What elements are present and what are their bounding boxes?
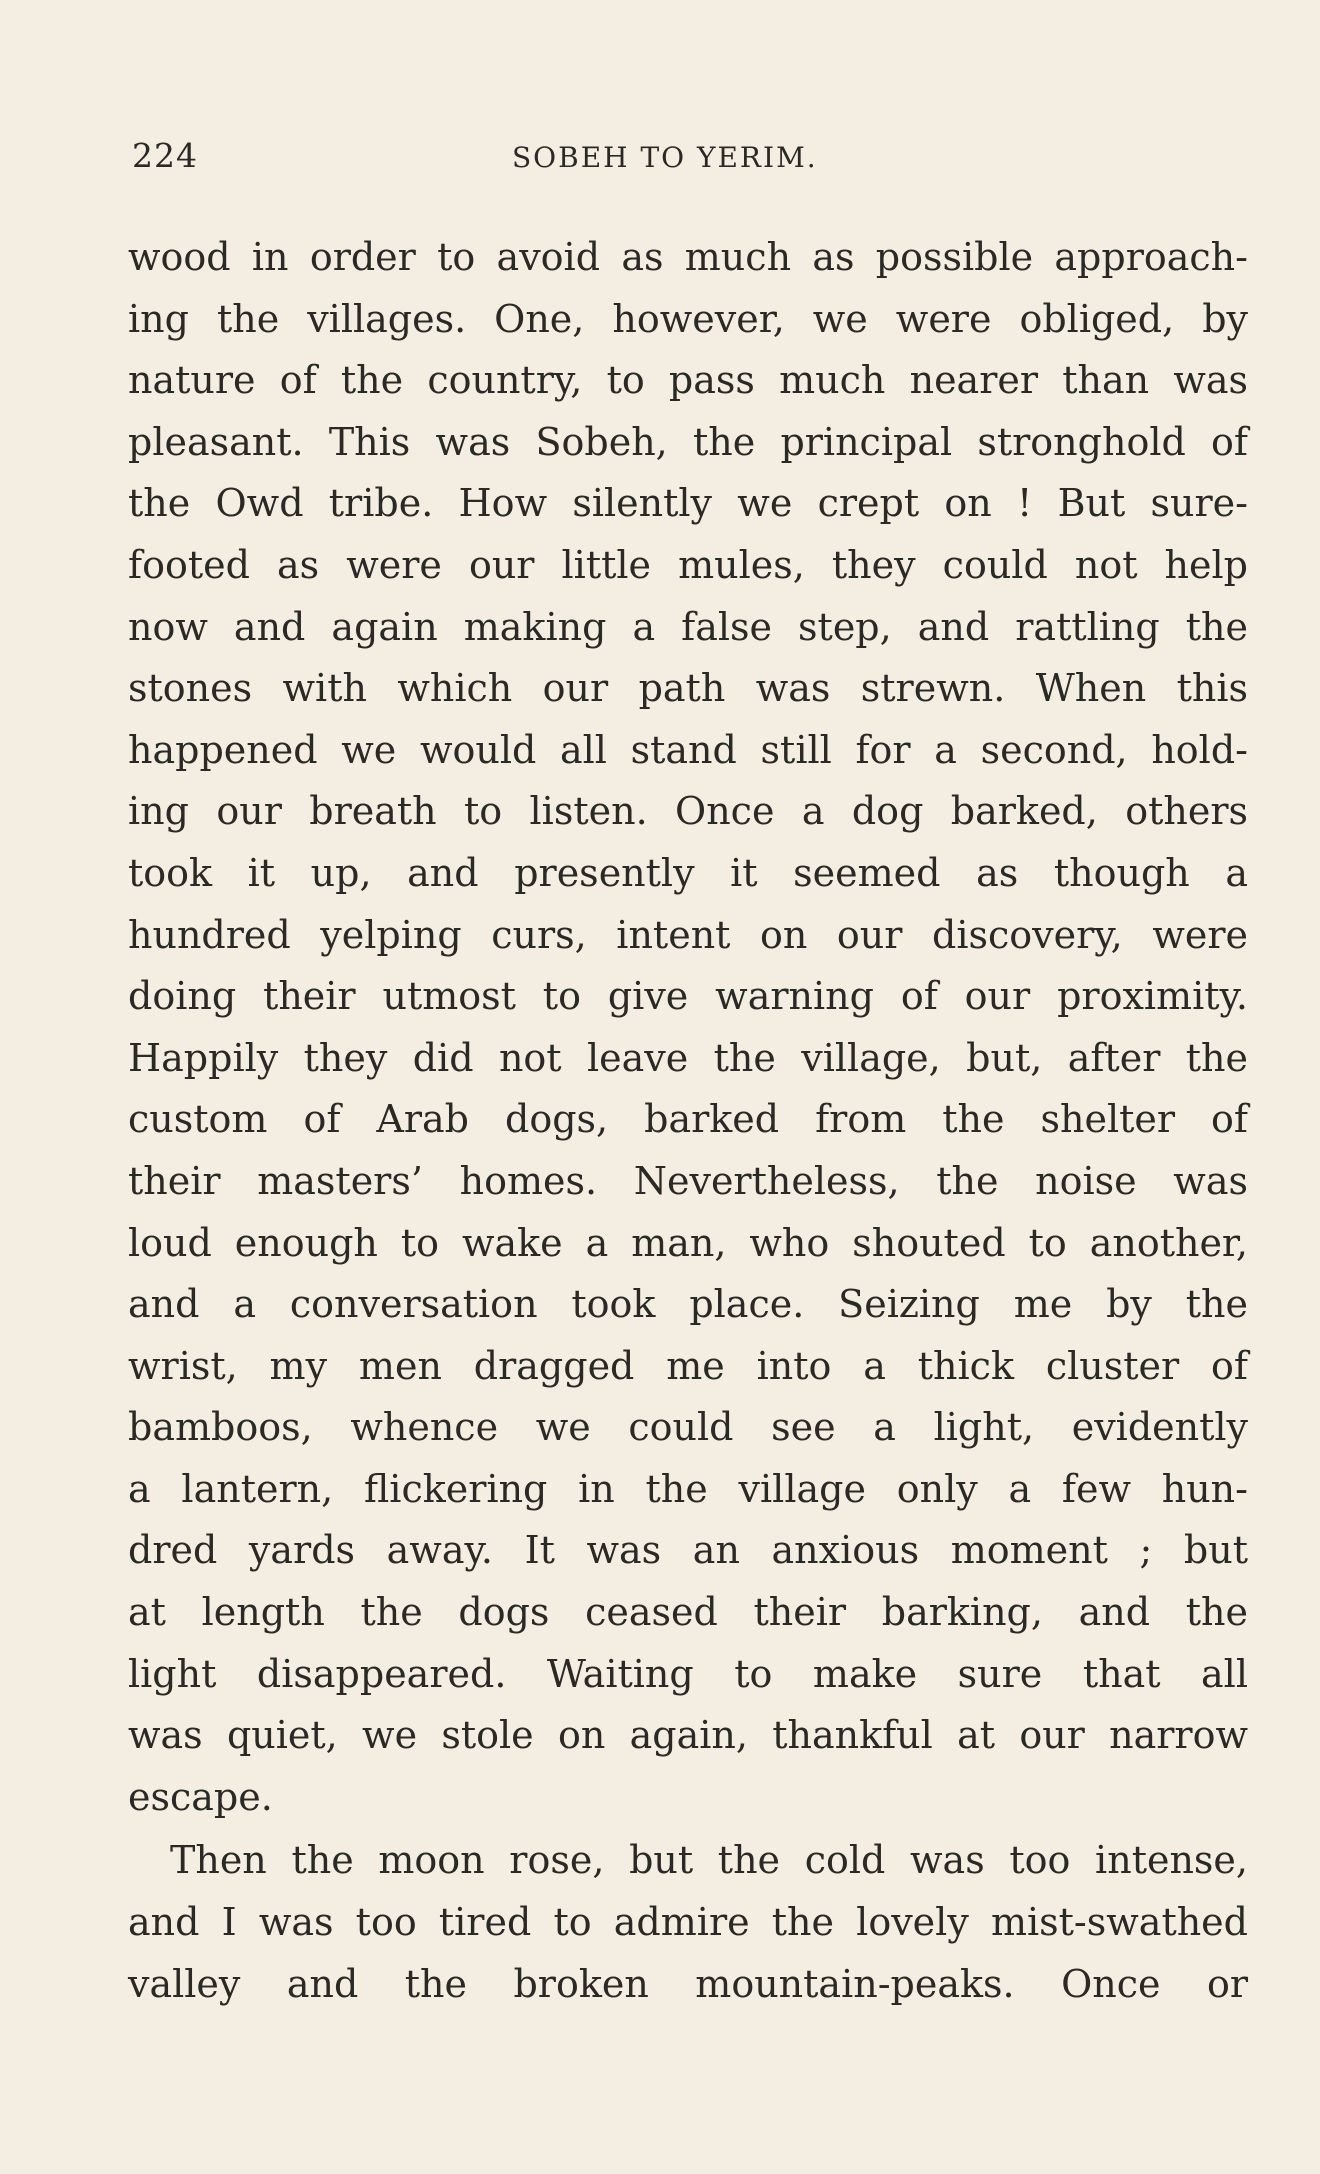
text-line: pleasant. This was Sobeh, the principal stronghold of bbox=[128, 419, 1248, 464]
text-line: happened we would all stand still for a second, hold- bbox=[128, 727, 1248, 772]
text-line: a lantern, flickering in the village only a few hun- bbox=[128, 1466, 1248, 1511]
paragraph-2 bbox=[128, 1830, 1248, 2015]
text-line: stones with which our path was strewn. When this bbox=[128, 666, 1248, 711]
text-line: escape. bbox=[128, 1774, 273, 1819]
text-line: their masters’ homes. Nevertheless, the noise was bbox=[128, 1158, 1248, 1203]
text-line: at length the dogs ceased their barking, and the bbox=[128, 1590, 1248, 1635]
text-line: hundred yelping curs, intent on our discovery, were bbox=[128, 912, 1248, 957]
paragraph-1 bbox=[128, 227, 1248, 1828]
text-line: light disappeared. Waiting to make sure that all bbox=[128, 1651, 1248, 1696]
text-line: bamboos, whence we could see a light, evidently bbox=[128, 1405, 1248, 1450]
text-line: was quiet, we stole on again, thankful at our narrow bbox=[128, 1713, 1248, 1758]
text-line: and a conversation took place. Seizing me by the bbox=[128, 1282, 1248, 1327]
text-line: nature of the country, to pass much nearer than was bbox=[128, 358, 1248, 403]
text-line: Then the moon rose, but the cold was too intense, bbox=[170, 1838, 1248, 1883]
page-header bbox=[132, 132, 1248, 182]
text-line: loud enough to wake a man, who shouted to another, bbox=[128, 1220, 1248, 1265]
text-line: Happily they did not leave the village, but, after the bbox=[128, 1035, 1248, 1080]
page-number: 224 bbox=[132, 136, 198, 175]
body-text bbox=[128, 227, 1248, 2015]
text-line: valley and the broken mountain-peaks. Once or bbox=[128, 1961, 1248, 2006]
text-line: wood in order to avoid as much as possible approach- bbox=[128, 235, 1248, 279]
text-line: now and again making a false step, and rattling the bbox=[128, 604, 1248, 649]
text-line: dred yards away. It was an anxious moment ; but bbox=[128, 1528, 1248, 1573]
text-line: took it up, and presently it seemed as though a bbox=[128, 850, 1248, 895]
text-line: the Owd tribe. How silently we crept on ! But sure- bbox=[128, 481, 1248, 526]
text-line: footed as were our little mules, they could not help bbox=[128, 542, 1248, 587]
text-line: custom of Arab dogs, barked from the shelter of bbox=[128, 1097, 1248, 1142]
text-line: wrist, my men dragged me into a thick cluster of bbox=[128, 1343, 1248, 1388]
running-head: SOBEH TO YERIM. bbox=[512, 141, 818, 174]
text-line: doing their utmost to give warning of our proximity. bbox=[128, 974, 1248, 1019]
text-line: ing the villages. One, however, we were obliged, by bbox=[128, 296, 1248, 341]
text-line: and I was too tired to admire the lovely mist-swathed bbox=[128, 1900, 1248, 1945]
text-line: ing our breath to listen. Once a dog barked, others bbox=[128, 789, 1248, 834]
